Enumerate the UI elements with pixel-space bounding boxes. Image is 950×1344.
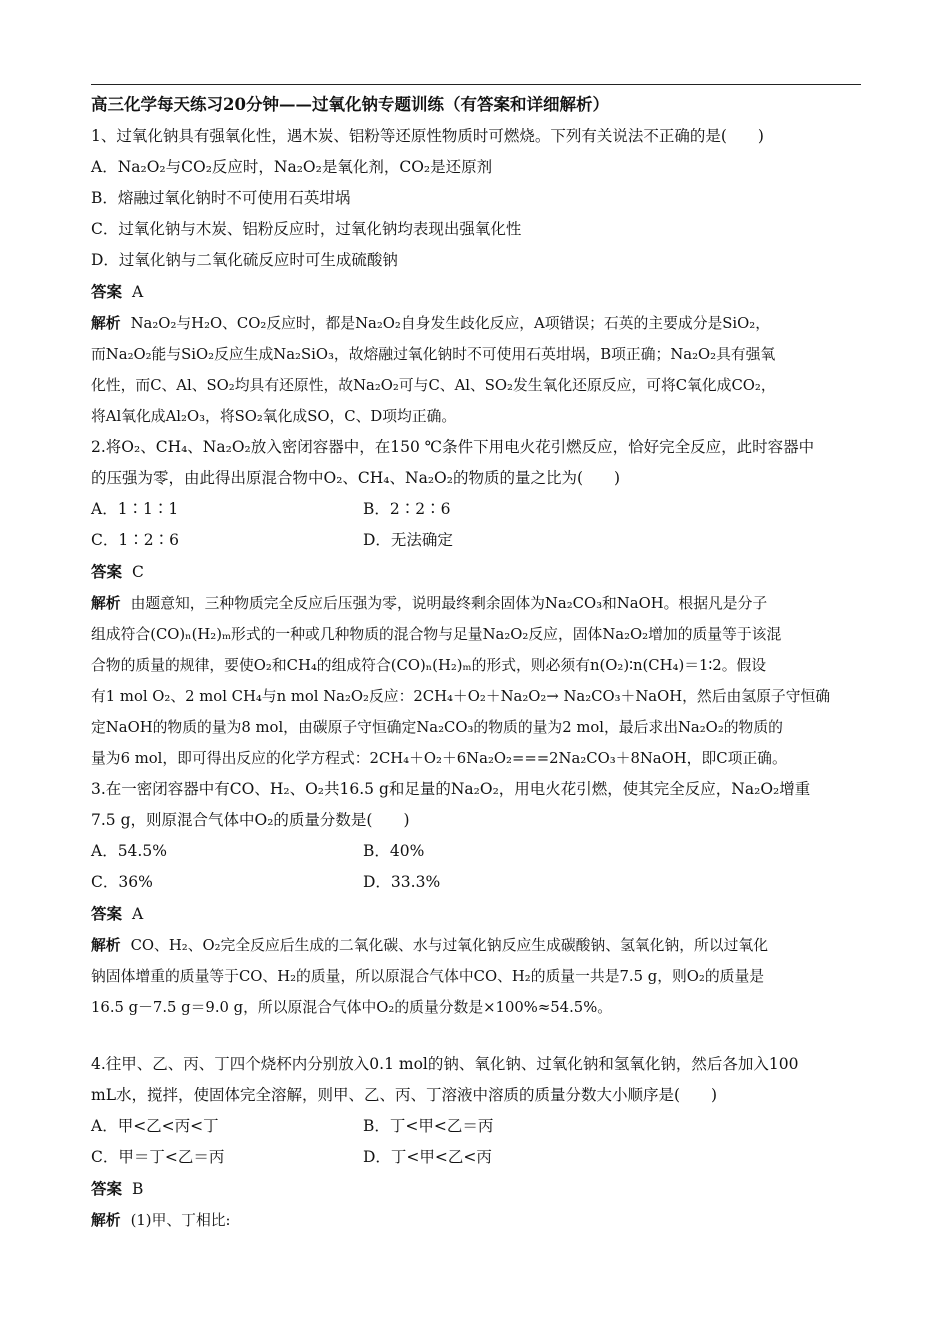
analysis-label: 解析	[91, 937, 121, 954]
q3-stem: 3.在一密闭容器中有CO、H₂、O₂共16.5 g和足量的Na₂O₂，用电火花引燃，使其完全反应，Na₂O₂增重	[91, 780, 811, 798]
document-page	[91, 84, 861, 1236]
q3-option-d: D．33.3%	[363, 873, 441, 891]
q3-analysis-line: 钠固体增重的质量等于CO、H₂的质量，所以原混合气体中CO、H₂的质量一共是7.5 g，则O₂的质量是	[91, 968, 765, 985]
q1-option-d: D．过氧化钠与二氧化硫反应时可生成硫酸钠	[91, 251, 398, 269]
q4-options-row	[91, 1142, 861, 1173]
q1-option-a: A．Na₂O₂与CO₂反应时，Na₂O₂是氧化剂，CO₂是还原剂	[91, 158, 493, 176]
q2-options-row	[91, 494, 861, 525]
q2-stem: 2.将O₂、CH₄、Na₂O₂放入密闭容器中，在150 ℃条件下用电火花引燃反应，恰好完全反应，此时容器中	[91, 438, 815, 456]
q2-analysis-line: 组成符合(CO)ₙ(H₂)ₘ形式的一种或几种物质的混合物与足量Na₂O₂反应，固体Na₂O₂增加的质量等于该混	[91, 626, 782, 643]
section-gap	[91, 1023, 861, 1049]
q4-stem: 4.往甲、乙、丙、丁四个烧杯内分别放入0.1 mol的钠、氧化钠、过氧化钠和氢氧化钠，然后各加入100	[91, 1055, 799, 1073]
q2-analysis-line: 解析 由题意知，三种物质完全反应后压强为零，说明最终剩余固体为Na₂CO₃和NaOH。根据凡是分子	[91, 595, 768, 612]
q3-analysis-line: 解析 CO、H₂、O₂完全反应后生成的二氧化碳、水与过氧化钠反应生成碳酸钠、氢氧化钠，所以过氧化	[91, 937, 769, 954]
q4-stem: mL水，搅拌，使固体完全溶解，则甲、乙、丙、丁溶液中溶质的质量分数大小顺序是( )	[91, 1086, 718, 1104]
q3-options-row	[91, 867, 861, 898]
q1-answer-value: A	[132, 283, 144, 301]
q1-option-c: C．过氧化钠与木炭、铝粉反应时，过氧化钠均表现出强氧化性	[91, 220, 522, 238]
q2-analysis-line: 定NaOH的物质的量为8 mol，由碳原子守恒确定Na₂CO₃的物质的量为2 mol，最后求出Na₂O₂的物质的	[91, 719, 783, 736]
q3-options-row	[91, 836, 861, 867]
top-rule	[91, 84, 861, 85]
q4-analysis-line: 解析 (1)甲、丁相比:	[91, 1212, 231, 1229]
answer-label: 答案	[91, 562, 123, 581]
q4-option-d: D．丁<甲<乙<丙	[363, 1148, 492, 1166]
q3-option-a: A．54.5%	[91, 842, 167, 860]
page-title: 高三化学每天练习20分钟——过氧化钠专题训练（有答案和详细解析）	[91, 95, 609, 114]
q2-option-b: B．2∶2∶6	[363, 500, 451, 518]
q4-option-a: A．甲<乙<丙<丁	[91, 1117, 219, 1135]
analysis-label: 解析	[91, 595, 121, 612]
q1-analysis-line: 解析 Na₂O₂与H₂O、CO₂反应时，都是Na₂O₂自身发生歧化反应，A项错误；石英的主要成分是SiO₂，	[91, 315, 771, 332]
q1-analysis-line: 而Na₂O₂能与SiO₂反应生成Na₂SiO₃，故熔融过氧化钠时不可使用石英坩埚，B项正确；Na₂O₂具有强氧	[91, 346, 776, 363]
q2-option-c: C．1∶2∶6	[91, 531, 179, 549]
q3-option-b: B．40%	[363, 842, 425, 860]
q1-analysis-line: 化性，而C、Al、SO₂均具有还原性，故Na₂O₂可与C、Al、SO₂发生氧化还原反应，可将C氧化成CO₂，	[91, 377, 776, 394]
q1-answer	[91, 276, 861, 308]
q4-option-b: B．丁<甲<乙＝丙	[363, 1117, 494, 1135]
analysis-label: 解析	[91, 1212, 121, 1229]
q3-analysis-line: 16.5 g－7.5 g＝9.0 g，所以原混合气体中O₂的质量分数是×100%≈54.5%。	[91, 999, 613, 1016]
q1-option-b: B．熔融过氧化钠时不可使用石英坩埚	[91, 189, 351, 207]
q3-stem: 7.5 g，则原混合气体中O₂的质量分数是( )	[91, 811, 410, 829]
answer-label: 答案	[91, 282, 123, 301]
q4-option-c: C．甲＝丁<乙＝丙	[91, 1148, 225, 1166]
q2-analysis-line: 量为6 mol，即可得出反应的化学方程式：2CH₄＋O₂＋6Na₂O₂===2Na₂CO₃＋8NaOH，即C项正确。	[91, 750, 787, 767]
q2-answer	[91, 556, 861, 588]
q1-analysis-line: 将Al氧化成Al₂O₃，将SO₂氧化成SO，C、D项均正确。	[91, 408, 457, 425]
q2-analysis-line: 有1 mol O₂、2 mol CH₄与n mol Na₂O₂反应：2CH₄＋O₂＋Na₂O₂→ Na₂CO₃＋NaOH，然后由氢原子守恒确	[91, 688, 831, 705]
q2-analysis-line: 合物的质量的规律，要使O₂和CH₄的组成符合(CO)ₙ(H₂)ₘ的形式，则必须有n(O₂)∶n(CH₄)＝1∶2。假设	[91, 657, 767, 674]
q1-stem: 1、过氧化钠具有强氧化性，遇木炭、铝粉等还原性物质时可燃烧。下列有关说法不正确的是( )	[91, 127, 764, 145]
answer-label: 答案	[91, 1179, 123, 1198]
q4-answer-value: B	[132, 1180, 144, 1198]
analysis-label: 解析	[91, 315, 121, 332]
q2-option-a: A．1∶1∶1	[91, 500, 179, 518]
q3-answer-value: A	[132, 905, 144, 923]
answer-label: 答案	[91, 904, 123, 923]
q2-option-d: D．无法确定	[363, 531, 453, 549]
q3-answer	[91, 898, 861, 930]
q3-option-c: C．36%	[91, 873, 153, 891]
q2-stem: 的压强为零，由此得出原混合物中O₂、CH₄、Na₂O₂的物质的量之比为( )	[91, 469, 621, 487]
q4-options-row	[91, 1111, 861, 1142]
q2-options-row	[91, 525, 861, 556]
q4-answer	[91, 1173, 861, 1205]
q2-answer-value: C	[132, 563, 144, 581]
